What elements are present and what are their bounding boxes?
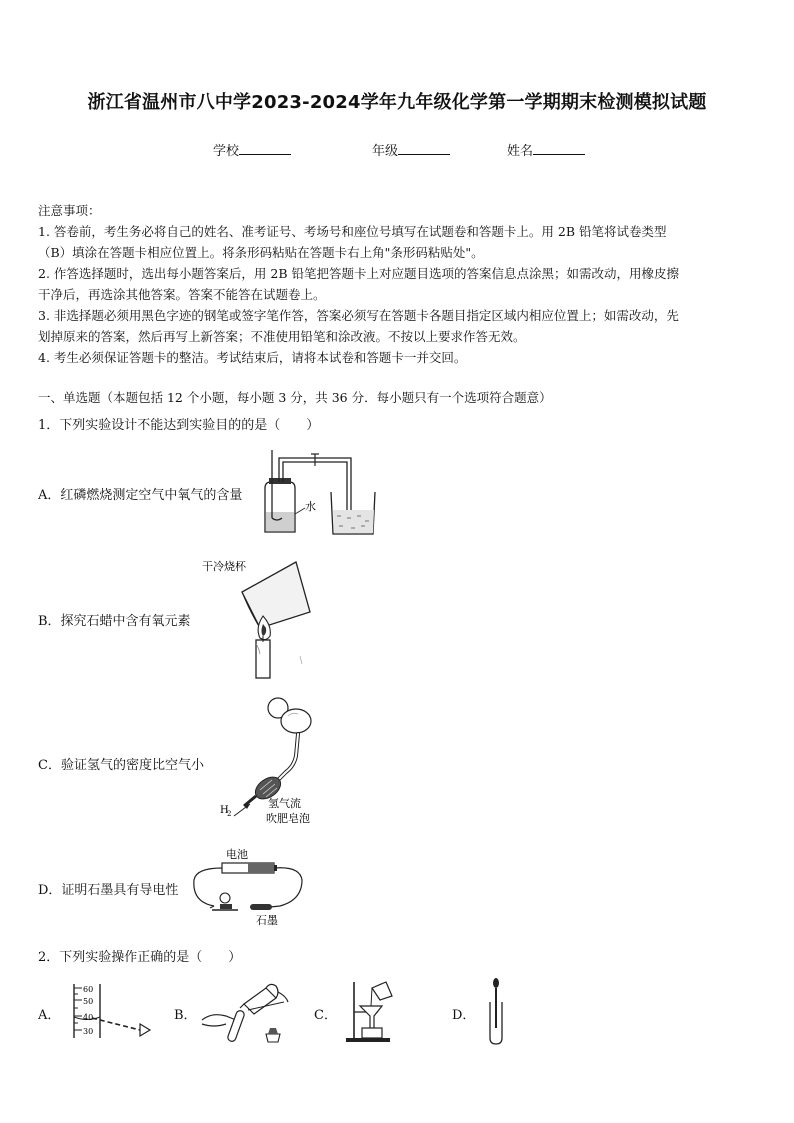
tick-label: 60 [83,985,94,994]
school-blank [239,142,291,155]
q1-figure-b [200,556,320,684]
notice-heading: 注意事项： [38,203,101,218]
q1-figure-a [255,446,385,538]
grade-field [372,140,450,159]
school-label: 学校 [213,144,240,159]
h2-label: H [220,805,229,816]
q1-option-a: A．红磷燃烧测定空气中氧气的含量 [38,488,243,503]
battery-label: 电池 [226,848,248,861]
q2-figure-a [64,980,156,1042]
school-field [213,140,291,159]
q2-option-d: D． [452,1008,476,1023]
name-field [507,140,585,159]
question-1-stem: 1．下列实验设计不能达到实验目的的是（ ） [38,418,320,433]
graphite-label: 石墨 [256,914,278,927]
name-blank [533,142,585,155]
notice-line: 干净后，再选涂其他答案。答案不能答在试题卷上。 [38,287,326,302]
notice-block [38,200,760,368]
notice-line: 4. 考生必须保证答题卡的整洁。考试结束后，请将本试卷和答题卡一并交回。 [38,350,467,365]
tick-label: 50 [83,997,94,1006]
page-title: 浙江省温州市八中学2023-2024学年九年级化学第一学期期末检测模拟试题 [87,92,707,113]
name-label: 姓名 [507,144,534,159]
notice-line: 2. 作答选择题时，选出每小题答案后，用 2B 铅笔把答题卡上对应题目选项的答案信息点涂黑；如需改动，用橡皮擦 [38,266,679,281]
grade-blank [398,142,450,155]
h2-subscript: 2 [227,810,232,818]
grade-label: 年级 [372,144,399,159]
tick-label: 40 [83,1013,94,1022]
dry-beaker-label: 干冷烧杯 [202,560,246,573]
q1-option-b: B．探究石蜡中含有氧元素 [38,614,191,629]
q2-figure-b [196,980,296,1044]
q1-option-c: C．验证氢气的密度比空气小 [38,758,204,773]
q2-figure-d [484,976,508,1048]
notice-line: 划掉原来的答案，然后再写上新答案；不准使用铅笔和涂改液。不按以上要求作答无效。 [38,329,526,344]
question-2-stem: 2．下列实验操作正确的是（ ） [38,950,242,965]
water-label: 水 [305,500,316,513]
q2-figure-c [338,978,398,1044]
q2-option-a: A． [38,1008,61,1023]
q1-figure-d [190,846,310,928]
hydrogen-flow-label: 氢气流 [268,797,301,810]
notice-line: 3. 非选择题必须用黑色字迹的钢笔或签字笔作答，答案必须写在答题卡各题目指定区域内相应位置上；如需改动，先 [38,308,679,323]
q2-option-b: B． [174,1008,197,1023]
q1-figure-c [216,690,326,830]
notice-line: （B）填涂在答题卡相应位置上。将条形码粘贴在答题卡右上角"条形码粘贴处"。 [38,245,484,260]
q1-option-d: D．证明石墨具有导电性 [38,883,179,898]
notice-line: 1. 答卷前，考生务必将自己的姓名、准考证号、考场号和座位号填写在试题卷和答题卡上。用 2B 铅笔将试卷类型 [38,224,667,239]
tick-label: 30 [83,1027,94,1036]
section-heading: 一、单选题（本题包括 12 个小题，每小题 3 分，共 36 分．每小题只有一个选项符合题意） [38,390,552,405]
q2-option-c: C． [314,1008,337,1023]
soap-bubble-label: 吹肥皂泡 [266,812,310,825]
